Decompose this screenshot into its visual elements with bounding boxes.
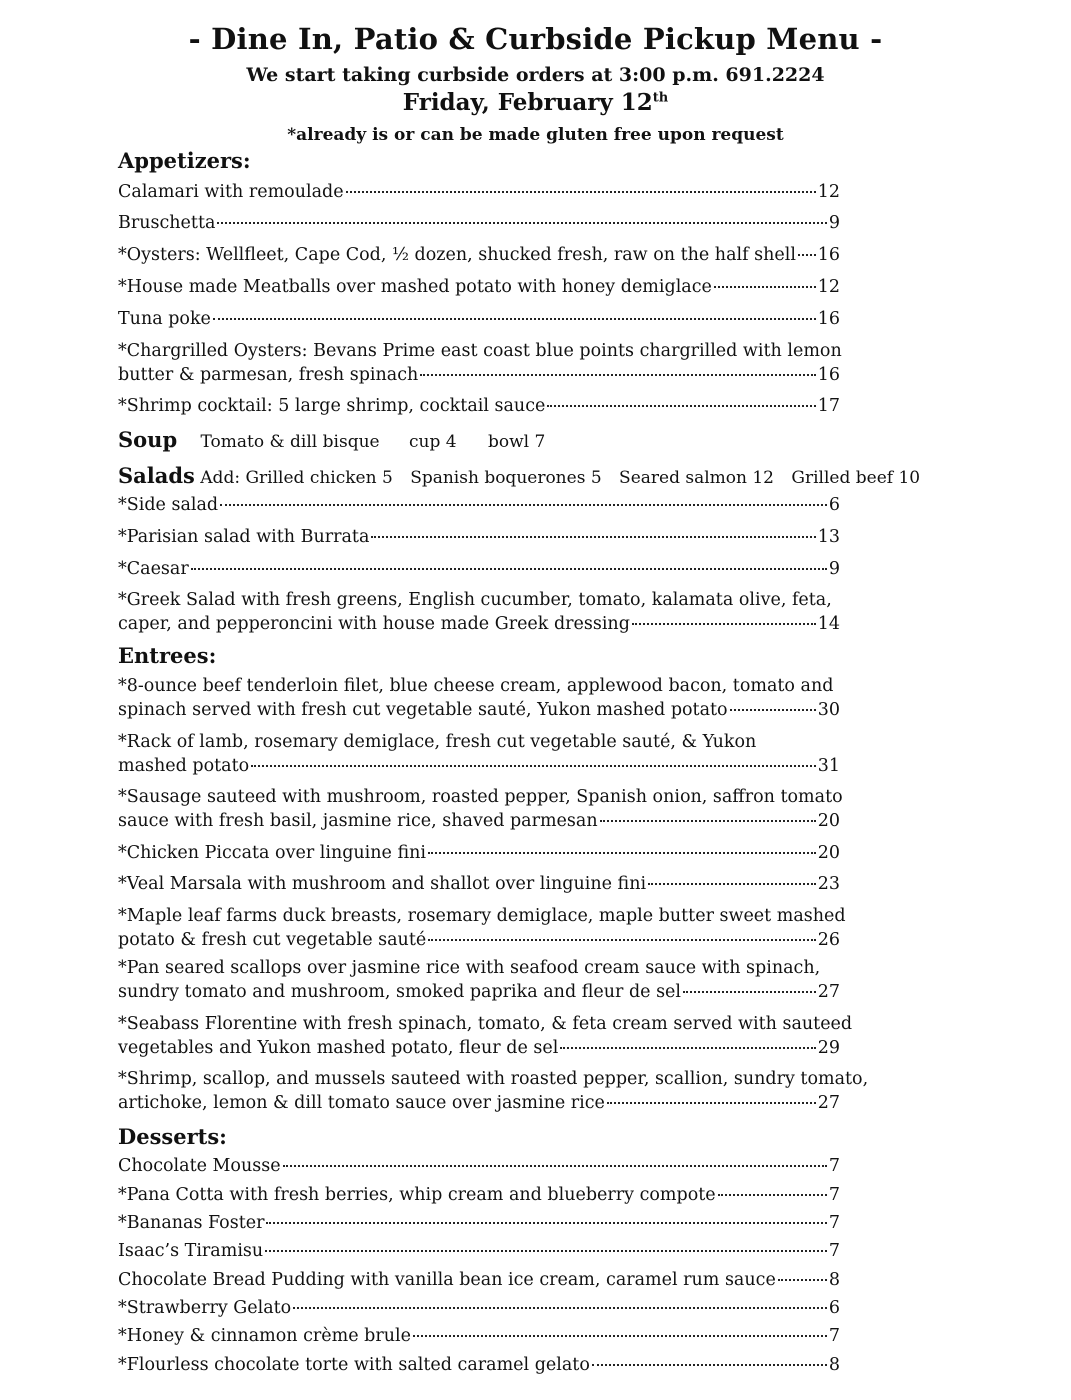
dot-leader [714,286,816,288]
item-name: *Strawberry Gelato [118,1298,292,1318]
item-name: Bruschetta [118,213,216,233]
dot-leader [283,1165,827,1167]
menu-item [118,1211,840,1235]
item-price: 12 [817,277,840,297]
item-price: 20 [817,843,840,863]
dot-leader [213,318,816,320]
item-name: vegetables and Yukon mashed potato, fleur de sel [118,1038,559,1058]
menu-item [118,785,843,833]
dot-leader [251,765,816,767]
soup-line [118,427,545,452]
menu-item [118,904,846,952]
item-name: *Flourless chocolate torte with salted caramel gelato [118,1355,590,1375]
menu-item [118,588,840,636]
item-description: *Sausage sauteed with mushroom, roasted pepper, Spanish onion, saffron tomato [118,787,843,807]
dot-leader [220,504,827,506]
item-description: *8-ounce beef tenderloin filet, blue cheese cream, applewood bacon, tomato and [118,676,834,696]
menu-item [118,1268,840,1292]
soup-cup: cup 4 [409,432,457,452]
dot-leader [428,852,816,854]
dot-leader [413,1335,827,1337]
item-price: 12 [817,182,840,202]
curbside-note: We start taking curbside orders at 3:00 p.m. 691.2224 [246,64,825,86]
item-name: potato & fresh cut vegetable sauté [118,930,427,950]
item-name: mashed potato [118,756,250,776]
menu-item [118,339,840,387]
menu-item [118,674,840,722]
dot-leader [547,405,815,407]
item-price: 29 [817,1038,840,1058]
dot-leader [346,191,816,193]
salads-heading: Salads [118,463,195,488]
dot-leader [420,374,815,376]
menu-item [118,1239,840,1263]
dot-leader [191,568,827,570]
date-suffix: th [652,90,669,106]
menu-item [118,394,840,418]
item-name: caper, and pepperoncini with house made Greek dressing [118,614,630,634]
soup-name: Tomato & dill bisque [200,432,380,452]
item-name: *Pana Cotta with fresh berries, whip cream and blueberry compote [118,1185,716,1205]
item-name: *Honey & cinnamon crème brule [118,1326,411,1346]
item-description: *Greek Salad with fresh greens, English cucumber, tomato, kalamata olive, feta, [118,590,832,610]
item-description: *Chargrilled Oysters: Bevans Prime east coast blue points chargrilled with lemon [118,341,842,361]
menu-item [118,872,840,896]
item-name: *Oysters: Wellfleet, Cape Cod, ½ dozen, shucked fresh, raw on the half shell [118,245,796,265]
item-price: 14 [817,614,840,634]
dot-leader [265,1250,827,1252]
gluten-free-note: *already is or can be made gluten free upon request [287,125,784,145]
item-price: 16 [817,309,840,329]
menu-item [118,211,840,235]
item-price: 13 [817,527,840,547]
menu-item [118,307,840,331]
item-price: 16 [817,365,840,385]
dot-leader [293,1307,827,1309]
menu-item [118,1154,840,1178]
desserts-heading: Desserts: [118,1124,227,1149]
item-name: Chocolate Bread Pudding with vanilla bean ice cream, caramel rum sauce [118,1270,776,1290]
item-price: 31 [817,756,840,776]
item-price: 26 [817,930,840,950]
salad-addon: Seared salmon 12 [619,468,774,488]
item-name: *Shrimp cocktail: 5 large shrimp, cocktail sauce [118,396,546,416]
dot-leader [778,1279,827,1281]
item-price: 8 [828,1270,840,1290]
menu-item [118,180,840,204]
item-price: 7 [828,1241,840,1261]
soup-bowl: bowl 7 [487,432,546,452]
dot-leader [632,623,816,625]
item-price: 16 [817,245,840,265]
soup-heading: Soup [118,427,178,452]
item-price: 7 [828,1156,840,1176]
menu-item [118,275,840,299]
item-name: Calamari with remoulade [118,182,344,202]
dot-leader [648,883,816,885]
item-price: 27 [817,982,840,1002]
item-name: *Parisian salad with Burrata [118,527,370,547]
item-price: 30 [817,700,840,720]
item-price: 7 [828,1213,840,1233]
dot-leader [592,1364,827,1366]
item-price: 9 [828,213,840,233]
item-name: *House made Meatballs over mashed potato with honey demiglace [118,277,712,297]
item-description: *Rack of lamb, rosemary demiglace, fresh cut vegetable sauté, & Yukon [118,732,757,752]
menu-item [118,1296,840,1320]
item-price: 17 [817,396,840,416]
dot-leader [428,939,816,941]
salad-addon: Add: Grilled chicken 5 [200,468,393,488]
menu-item [118,956,840,1004]
menu-item [118,1353,840,1377]
item-description: *Shrimp, scallop, and mussels sauteed with roasted pepper, scallion, sundry tomato, [118,1069,869,1089]
item-description: *Seabass Florentine with fresh spinach, tomato, & feta cream served with sauteed [118,1014,853,1034]
dot-leader [730,709,816,711]
item-description: *Maple leaf farms duck breasts, rosemary demiglace, maple butter sweet mashed [118,906,846,926]
item-price: 7 [828,1185,840,1205]
dot-leader [600,820,816,822]
item-price: 9 [828,559,840,579]
item-name: sauce with fresh basil, jasmine rice, shaved parmesan [118,811,598,831]
item-price: 27 [817,1093,840,1113]
menu-item [118,1012,853,1060]
item-name: *Side salad [118,495,219,515]
item-name: *Veal Marsala with mushroom and shallot over linguine fini [118,874,647,894]
salads-line [118,463,920,488]
item-description: *Pan seared scallops over jasmine rice with seafood cream sauce with spinach, [118,958,821,978]
item-name: Isaac’s Tiramisu [118,1241,264,1261]
item-name: Chocolate Mousse [118,1156,281,1176]
dot-leader [798,254,816,256]
item-name: *Bananas Foster [118,1213,265,1233]
menu-item [118,730,840,778]
menu-item [118,1324,840,1348]
item-price: 23 [817,874,840,894]
item-name: spinach served with fresh cut vegetable sauté, Yukon mashed potato [118,700,728,720]
item-price: 6 [828,1298,840,1318]
item-name: sundry tomato and mushroom, smoked paprika and fleur de sel [118,982,681,1002]
menu-item [118,841,840,865]
salad-addon: Spanish boquerones 5 [410,468,602,488]
dot-leader [371,536,815,538]
item-name: Tuna poke [118,309,211,329]
item-name: artichoke, lemon & dill tomato sauce over jasmine rice [118,1093,605,1113]
entrees-heading: Entrees: [118,643,217,668]
menu-title: - Dine In, Patio & Curbside Pickup Menu - [188,22,883,56]
menu-item [118,525,840,549]
salad-addon: Grilled beef 10 [791,468,921,488]
item-price: 20 [817,811,840,831]
dot-leader [560,1047,815,1049]
menu-item [118,1183,840,1207]
item-price: 6 [828,495,840,515]
dot-leader [607,1102,816,1104]
dot-leader [683,991,816,993]
menu-item [118,493,840,517]
item-price: 7 [828,1326,840,1346]
item-name: butter & parmesan, fresh spinach [118,365,419,385]
item-name: *Caesar [118,559,189,579]
date-text: Friday, February 12 [402,89,653,116]
appetizers-heading: Appetizers: [118,148,251,173]
item-price: 8 [828,1355,840,1375]
item-name: *Chicken Piccata over linguine fini [118,843,427,863]
menu-item [118,557,840,581]
dot-leader [217,222,826,224]
menu-item [118,1067,869,1115]
menu-date [0,89,1071,116]
dot-leader [266,1222,826,1224]
menu-item [118,243,840,267]
dot-leader [718,1194,827,1196]
